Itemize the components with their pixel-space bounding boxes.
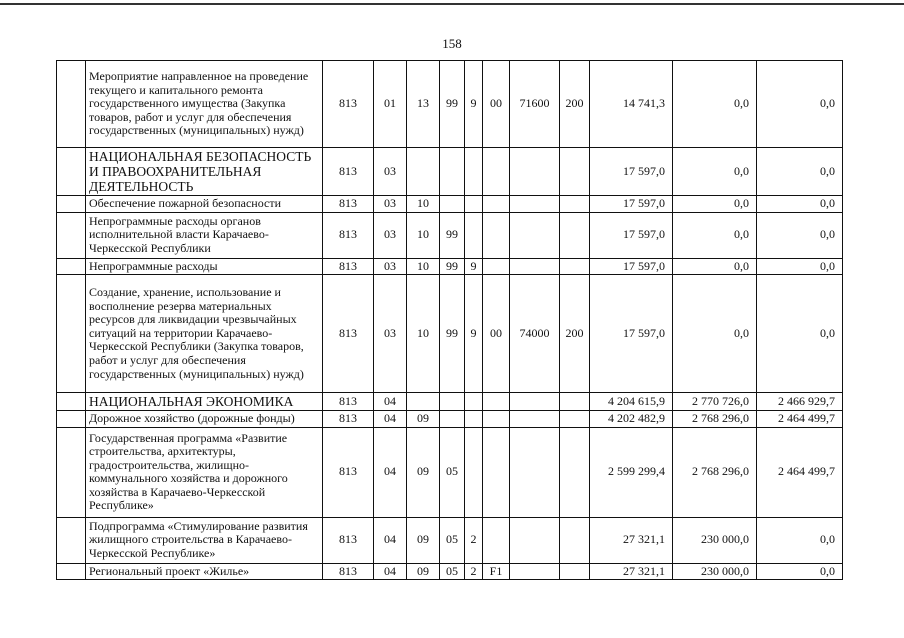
subprogram-cell: 9 <box>465 61 483 148</box>
row-number-cell <box>57 196 86 213</box>
expense-type-cell <box>560 427 590 517</box>
expense-type-cell <box>560 148 590 196</box>
admin-code-cell: 813 <box>323 275 374 393</box>
subsection-cell: 09 <box>407 563 440 580</box>
subprogram-cell <box>465 427 483 517</box>
target-code-cell <box>510 393 560 411</box>
subsection-cell: 13 <box>407 61 440 148</box>
row-name-cell: Подпрограмма «Стимулирование развития жилищного строительства в Карачаево-Черкесской Республике» <box>86 517 323 563</box>
section-cell: 03 <box>374 196 407 213</box>
amount-year3-cell: 0,0 <box>757 517 843 563</box>
subsection-cell: 10 <box>407 275 440 393</box>
row-name-cell: Непрограммные расходы <box>86 258 323 275</box>
subprogram-cell <box>465 393 483 411</box>
group-cell <box>483 148 510 196</box>
admin-code-cell: 813 <box>323 148 374 196</box>
group-cell: F1 <box>483 563 510 580</box>
program-cell: 99 <box>440 61 465 148</box>
section-cell: 01 <box>374 61 407 148</box>
amount-year3-cell: 0,0 <box>757 61 843 148</box>
expense-type-cell <box>560 196 590 213</box>
row-name-cell: Мероприятие направленное на проведение текущего и капитального ремонта государственного имущества (Закупка товаров, работ и услуг для обеспечения государственных (муниципальных) нужд) <box>86 61 323 148</box>
row-number-cell <box>57 258 86 275</box>
subprogram-cell <box>465 212 483 258</box>
admin-code-cell: 813 <box>323 212 374 258</box>
row-number-cell <box>57 275 86 393</box>
amount-year3-cell: 0,0 <box>757 196 843 213</box>
group-cell <box>483 427 510 517</box>
section-cell: 03 <box>374 275 407 393</box>
amount-year3-cell: 0,0 <box>757 258 843 275</box>
section-cell: 03 <box>374 212 407 258</box>
admin-code-cell: 813 <box>323 563 374 580</box>
row-name-cell: Обеспечение пожарной безопасности <box>86 196 323 213</box>
row-name-cell: Создание, хранение, использование и восполнение резерва материальных ресурсов для ликвидации чрезвычайных ситуаций на территории Карачаево-Черкесской Республики (Закупка товаров, работ и услуг для обеспечения государственных (муниципальных) нужд) <box>86 275 323 393</box>
row-number-cell <box>57 61 86 148</box>
amount-year3-cell: 2 466 929,7 <box>757 393 843 411</box>
row-name-cell: Непрограммные расходы органов исполнительной власти Карачаево-Черкесской Республики <box>86 212 323 258</box>
amount-year2-cell: 0,0 <box>673 148 757 196</box>
expense-type-cell <box>560 258 590 275</box>
subprogram-cell: 2 <box>465 517 483 563</box>
amount-year1-cell: 17 597,0 <box>590 212 673 258</box>
admin-code-cell: 813 <box>323 411 374 428</box>
amount-year2-cell: 0,0 <box>673 258 757 275</box>
admin-code-cell: 813 <box>323 393 374 411</box>
row-number-cell <box>57 212 86 258</box>
row-name-cell: Региональный проект «Жилье» <box>86 563 323 580</box>
amount-year1-cell: 14 741,3 <box>590 61 673 148</box>
row-number-cell <box>57 427 86 517</box>
group-cell: 00 <box>483 275 510 393</box>
group-cell <box>483 196 510 213</box>
amount-year1-cell: 2 599 299,4 <box>590 427 673 517</box>
amount-year1-cell: 27 321,1 <box>590 517 673 563</box>
program-cell <box>440 411 465 428</box>
subsection-cell: 10 <box>407 196 440 213</box>
section-cell: 04 <box>374 563 407 580</box>
subsection-cell: 09 <box>407 517 440 563</box>
amount-year1-cell: 27 321,1 <box>590 563 673 580</box>
group-cell <box>483 393 510 411</box>
row-name-cell: НАЦИОНАЛЬНАЯ ЭКОНОМИКА <box>86 393 323 411</box>
amount-year1-cell: 17 597,0 <box>590 196 673 213</box>
table-row <box>57 212 843 258</box>
target-code-cell <box>510 427 560 517</box>
subsection-cell <box>407 393 440 411</box>
amount-year3-cell: 2 464 499,7 <box>757 427 843 517</box>
target-code-cell <box>510 212 560 258</box>
table-row <box>57 258 843 275</box>
program-cell: 05 <box>440 427 465 517</box>
row-number-cell <box>57 517 86 563</box>
subsection-cell <box>407 148 440 196</box>
amount-year2-cell: 2 770 726,0 <box>673 393 757 411</box>
amount-year2-cell: 0,0 <box>673 212 757 258</box>
target-code-cell <box>510 563 560 580</box>
program-cell <box>440 148 465 196</box>
amount-year1-cell: 17 597,0 <box>590 258 673 275</box>
group-cell: 00 <box>483 61 510 148</box>
subprogram-cell: 2 <box>465 563 483 580</box>
page-number: 158 <box>442 36 462 51</box>
section-cell: 04 <box>374 393 407 411</box>
expense-type-cell <box>560 563 590 580</box>
amount-year2-cell: 2 768 296,0 <box>673 427 757 517</box>
section-cell: 03 <box>374 258 407 275</box>
program-cell: 05 <box>440 563 465 580</box>
amount-year3-cell: 0,0 <box>757 148 843 196</box>
table-row <box>57 196 843 213</box>
row-number-cell <box>57 148 86 196</box>
target-code-cell: 74000 <box>510 275 560 393</box>
expense-type-cell <box>560 517 590 563</box>
budget-table <box>56 60 843 580</box>
amount-year2-cell: 230 000,0 <box>673 517 757 563</box>
amount-year1-cell: 4 204 615,9 <box>590 393 673 411</box>
table-row <box>57 275 843 393</box>
row-name-cell: Дорожное хозяйство (дорожные фонды) <box>86 411 323 428</box>
table-row <box>57 517 843 563</box>
admin-code-cell: 813 <box>323 258 374 275</box>
group-cell <box>483 517 510 563</box>
subsection-cell: 10 <box>407 212 440 258</box>
table-row <box>57 427 843 517</box>
amount-year3-cell: 0,0 <box>757 563 843 580</box>
row-number-cell <box>57 411 86 428</box>
row-number-cell <box>57 563 86 580</box>
row-name-cell: Государственная программа «Развитие строительства, архитектуры, градостроительства, жилищно-коммунального хозяйства и дорожного хозяйства в Карачаево-Черкесской Республике» <box>86 427 323 517</box>
amount-year2-cell: 0,0 <box>673 61 757 148</box>
target-code-cell <box>510 196 560 213</box>
amount-year3-cell: 2 464 499,7 <box>757 411 843 428</box>
program-cell: 99 <box>440 258 465 275</box>
amount-year1-cell: 4 202 482,9 <box>590 411 673 428</box>
amount-year3-cell: 0,0 <box>757 275 843 393</box>
subprogram-cell <box>465 196 483 213</box>
expense-type-cell <box>560 393 590 411</box>
amount-year3-cell: 0,0 <box>757 212 843 258</box>
table-row <box>57 563 843 580</box>
amount-year2-cell: 230 000,0 <box>673 563 757 580</box>
table-row <box>57 148 843 196</box>
subprogram-cell <box>465 411 483 428</box>
subprogram-cell: 9 <box>465 258 483 275</box>
program-cell <box>440 393 465 411</box>
table-row <box>57 411 843 428</box>
program-cell: 99 <box>440 275 465 393</box>
subprogram-cell: 9 <box>465 275 483 393</box>
admin-code-cell: 813 <box>323 427 374 517</box>
row-number-cell <box>57 393 86 411</box>
expense-type-cell <box>560 212 590 258</box>
target-code-cell <box>510 517 560 563</box>
section-cell: 04 <box>374 517 407 563</box>
target-code-cell <box>510 411 560 428</box>
admin-code-cell: 813 <box>323 517 374 563</box>
section-cell: 04 <box>374 411 407 428</box>
subprogram-cell <box>465 148 483 196</box>
expense-type-cell: 200 <box>560 275 590 393</box>
target-code-cell: 71600 <box>510 61 560 148</box>
subsection-cell: 10 <box>407 258 440 275</box>
admin-code-cell: 813 <box>323 196 374 213</box>
program-cell: 99 <box>440 212 465 258</box>
amount-year1-cell: 17 597,0 <box>590 148 673 196</box>
program-cell: 05 <box>440 517 465 563</box>
admin-code-cell: 813 <box>323 61 374 148</box>
table-row <box>57 393 843 411</box>
subsection-cell: 09 <box>407 427 440 517</box>
group-cell <box>483 258 510 275</box>
target-code-cell <box>510 258 560 275</box>
amount-year2-cell: 0,0 <box>673 275 757 393</box>
group-cell <box>483 212 510 258</box>
program-cell <box>440 196 465 213</box>
group-cell <box>483 411 510 428</box>
amount-year2-cell: 0,0 <box>673 196 757 213</box>
expense-type-cell: 200 <box>560 61 590 148</box>
row-name-cell: НАЦИОНАЛЬНАЯ БЕЗОПАСНОСТЬ И ПРАВООХРАНИТЕЛЬНАЯ ДЕЯТЕЛЬНОСТЬ <box>86 148 323 196</box>
target-code-cell <box>510 148 560 196</box>
subsection-cell: 09 <box>407 411 440 428</box>
amount-year1-cell: 17 597,0 <box>590 275 673 393</box>
section-cell: 04 <box>374 427 407 517</box>
section-cell: 03 <box>374 148 407 196</box>
table-row <box>57 61 843 148</box>
amount-year2-cell: 2 768 296,0 <box>673 411 757 428</box>
expense-type-cell <box>560 411 590 428</box>
top-border-line <box>0 3 904 5</box>
